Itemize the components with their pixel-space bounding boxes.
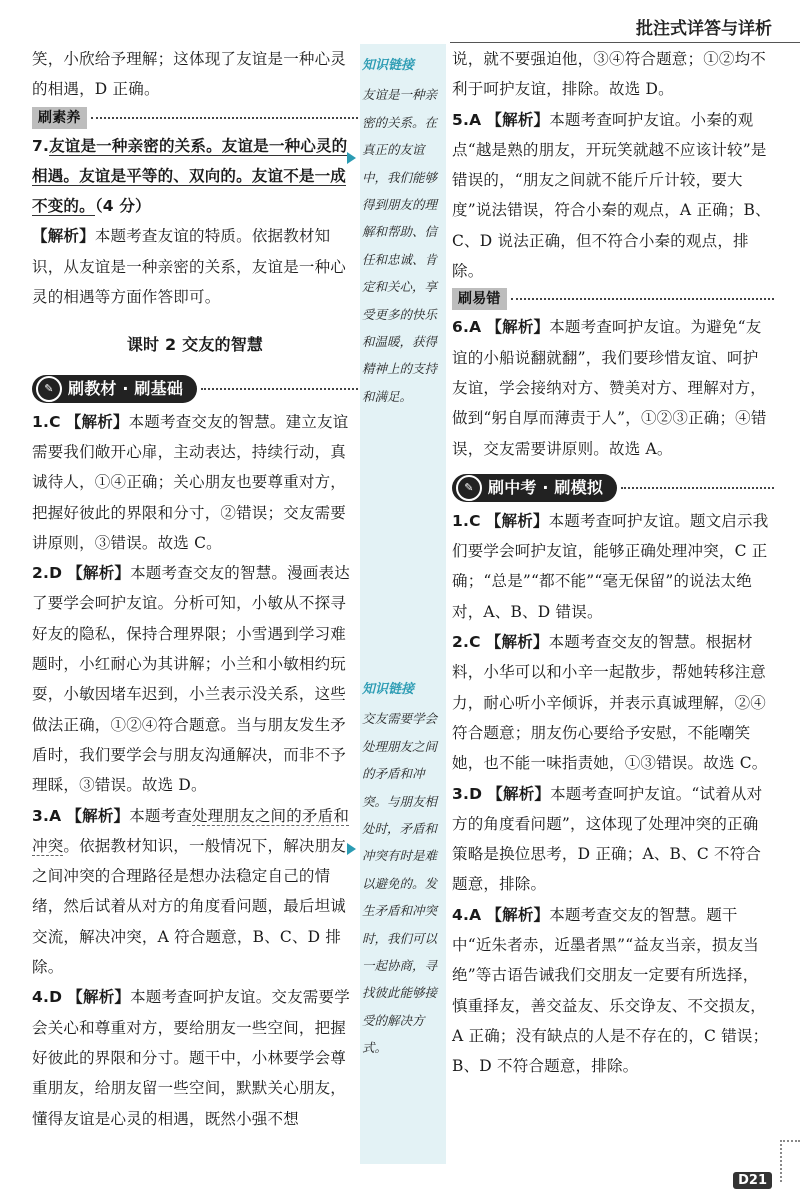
banner-jiaocai-jichu [32, 375, 358, 403]
question-number: 6. [452, 318, 470, 337]
knowledge-note-2 [362, 676, 444, 1062]
note-text: 友谊是一种亲密的关系。在真正的友谊中，我们能够得到朋友的理解和帮助、信任和忠诚、肯定和关心，享受更多的快乐和温暖，获得精神上的支持和满足。 [362, 87, 438, 404]
question-number: 2. [32, 564, 50, 583]
q7-analysis [32, 221, 358, 312]
answer-letter: A [469, 905, 482, 924]
tag-label: 刷素养 [32, 107, 87, 129]
banner-badge [32, 375, 197, 403]
question-number: 2. [452, 633, 470, 652]
analysis-text: 本题考查呵护友谊。小秦的观点“越是熟的朋友，开玩笑就越不应该计较”是错误的，“朋友之间就不能斤斤计较，要大度”说法错误，符合小秦的观点，A 正确；B、C、D 说法正确，但不符合小秦的观点，排除。 [452, 110, 771, 281]
analysis-text: 本题考查 [129, 806, 193, 825]
corner-decoration [780, 1140, 800, 1182]
question-number: 4. [452, 905, 470, 924]
analysis-label: 【解析】 [65, 412, 129, 431]
mock-answer-1 [452, 506, 774, 627]
answer-1 [32, 407, 358, 558]
knowledge-note-1 [362, 52, 444, 410]
page-header-title: 批注式详答与详析 [636, 19, 772, 39]
right-column [452, 44, 774, 1082]
answer-letter: A [469, 110, 482, 129]
analysis-text: 本题考查呵护友谊。“试着从对方的角度看问题”，这体现了处理冲突的正确策略是换位思考，D 正确；A、B、C 不符合题意，排除。 [452, 784, 763, 894]
answer-letter: D [49, 988, 63, 1007]
analysis-label: 【解析】 [485, 633, 549, 652]
note-pointer-icon [347, 152, 356, 164]
analysis-label: 【解析】 [67, 564, 131, 583]
q7-score: （4 分） [94, 197, 151, 216]
banner-zhongkao-moni [452, 474, 774, 502]
analysis-label: 【解析】 [485, 511, 549, 530]
analysis-label: 【解析】 [487, 784, 551, 803]
answer-letter: A [469, 318, 482, 337]
book-icon: ✎ [36, 376, 62, 402]
question-number: 3. [32, 806, 50, 825]
underlined-phrase: 处理朋友之间的矛盾和冲突 [32, 806, 350, 855]
lesson-title: 课时 2 交友的智慧 [126, 335, 264, 355]
analysis-text: 本题考查交友的智慧。建立友谊需要我们敞开心扉，主动表达，持续行动，真诚待人，①④正确；关心朋友也要尊重对方，把握好彼此的界限和分寸，②错误；交友需要讲原则，③错误。故选 C。 [32, 412, 349, 552]
analysis-text: 本题考查交友的智慧。漫画表达了要学会呵护友谊。分析可知，小敏从不探寻好友的隐私，保持合理界限；小雪遇到学习难题时，小红耐心为其讲解；小兰和小敏相约玩耍，小敏因堵车迟到，小兰表示没关系，这些做法正确，①②④符合题意。当与朋友发生矛盾时，我们要学会与朋友沟通解决，而非不予理睬，③错误。故选 D。 [32, 564, 350, 795]
question-number: 1. [452, 511, 470, 530]
answer-4 [32, 982, 358, 1133]
header-rule [450, 42, 800, 43]
analysis-text: 本题考查呵护友谊。题文启示我们要学会呵护友谊，能够正确处理冲突，C 正确；“总是”“都不能”“毫无保留”的说法太绝对，A、B、D 错误。 [452, 511, 769, 621]
analysis-text: 。依据教材知识，一般情况下，解决朋友之间冲突的合理路径是想办法稳定自己的情绪，然后试着从对方的角度看问题，最后坦诚交流，解决冲突，A 符合题意，B、C、D 排除。 [32, 836, 347, 977]
analysis-label: 【解析】 [66, 806, 130, 825]
analysis-label: 【解析】 [486, 905, 550, 924]
dotted-rule [511, 298, 774, 300]
tag-shua-yicuo [452, 288, 774, 310]
analysis-label: 【解析】 [486, 318, 550, 337]
answer-6 [452, 312, 774, 463]
right-continuation: 说，就不要强迫他，③④符合题意；①②均不利于呵护友谊，排除。故选 D。 [452, 50, 767, 99]
note-title: 知识链接 [362, 58, 415, 73]
mock-answer-2 [452, 627, 774, 778]
question-number: 5. [452, 110, 470, 129]
answer-letter: D [49, 564, 63, 583]
left-continuation: 笑，小欣给予理解；这体现了友谊是一种心灵的相遇，D 正确。 [32, 50, 347, 99]
note-title: 知识链接 [362, 682, 415, 697]
answer-letter: C [49, 412, 61, 431]
question-number: 4. [32, 988, 50, 1007]
answer-letter: C [469, 633, 481, 652]
question-number: 1. [32, 412, 50, 431]
analysis-text: 本题考查呵护友谊。为避免“友谊的小船说翻就翻”，我们要珍惜友谊、呵护友谊，学会接纳对方、赞美对方、理解对方，做到“躬自厚而薄责于人”，①②③正确；④错误，交友需要讲原则。故选 A。 [452, 318, 767, 458]
note-pointer-icon [347, 843, 356, 855]
analysis-label: 【解析】 [32, 227, 95, 246]
dotted-rule [621, 487, 774, 489]
book-icon: ✎ [456, 475, 482, 501]
question-number: 3. [452, 784, 470, 803]
left-column [32, 44, 358, 1134]
page-number: D21 [733, 1172, 772, 1189]
analysis-text: 本题考查呵护友谊。交友需要学会关心和尊重对方，要给朋友一些空间，把握好彼此的界限和分寸。题干中，小林要学会尊重朋友，给朋友留一些空间，默默关心朋友，懂得友谊是心灵的相遇，既然小强不想 [32, 988, 350, 1128]
analysis-text: 本题考查交友的智慧。题干中“近朱者赤，近墨者黑”“益友当亲，损友当绝”等古语告诫我们交朋友一定要有所选择，慎重择友，善交益友、乐交诤友、不交损友，A 正确；没有缺点的人是不存在的，C 错误；B、D 不符合题意，排除。 [452, 905, 769, 1076]
dotted-rule [201, 388, 358, 390]
q7-answer-text: 友谊是一种亲密的关系。友谊是一种心灵的相遇。友谊是平等的、双向的。友谊不是一成不变的。 [32, 136, 348, 216]
banner-label: 刷中考 · 刷模拟 [488, 477, 604, 497]
analysis-label: 【解析】 [67, 988, 131, 1007]
answer-letter: A [49, 806, 62, 825]
note-text: 交友需要学会处理朋友之间的矛盾和冲突。与朋友相处时，矛盾和冲突有时是难以避免的。发生矛盾和冲突时，我们可以一起协商，寻找彼此能够接受的解决方式。 [362, 711, 438, 1056]
mock-answer-4 [452, 900, 774, 1082]
tag-shua-suyang [32, 107, 358, 129]
answer-q7 [32, 131, 358, 222]
answer-3 [32, 801, 358, 983]
q7-number: 7. [32, 136, 50, 155]
mock-answer-3 [452, 779, 774, 900]
banner-badge [452, 474, 617, 502]
analysis-text: 本题考查交友的智慧。根据材料，小华可以和小辛一起散步，帮她转移注意力，耐心听小辛倾诉，并表示真诚理解，②④符合题意；朋友伤心要给予安慰，不能嘲笑她，也不能一味指责她，①③错误。故选 C。 [452, 633, 768, 773]
banner-label: 刷教材 · 刷基础 [68, 378, 184, 398]
answer-5 [452, 105, 774, 287]
analysis-label: 【解析】 [486, 110, 550, 129]
analysis-text: 本题考查友谊的特质。依据教材知识，从友谊是一种亲密的关系，友谊是一种心灵的相遇等方面作答即可。 [32, 227, 347, 307]
answer-2 [32, 558, 358, 800]
dotted-rule [91, 117, 358, 119]
answer-letter: D [469, 784, 483, 803]
tag-label: 刷易错 [452, 288, 507, 310]
answer-letter: C [469, 511, 481, 530]
